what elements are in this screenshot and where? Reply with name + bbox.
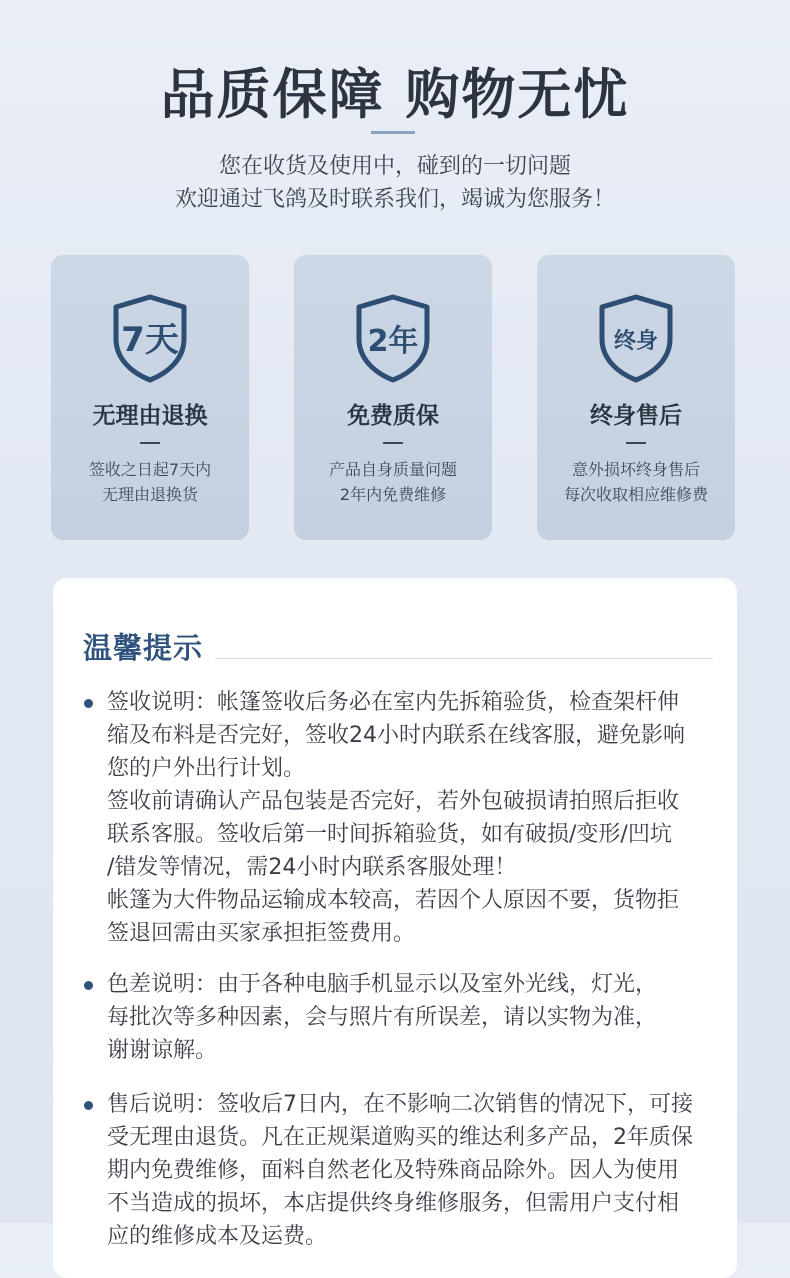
tip-after-sales: [107, 1088, 717, 1253]
tip-line: /错发等情况，需24小时内联系客服处理！: [107, 855, 517, 880]
tip-line: 帐篷为大件物品运输成本较高，若因个人原因不要，货物拒: [107, 888, 680, 913]
card-lifetime-service: [537, 255, 735, 540]
badge-text: 终身: [613, 329, 659, 354]
tip-line: 签退回需由买家承担拒签费用。: [107, 921, 416, 946]
card-title: 无理由退换: [92, 403, 208, 429]
tip-line: 联系客服。签收后第一时间拆箱验货，如有破损/变形/凹坑: [107, 822, 672, 847]
tip-line: 应的维修成本及运费。: [107, 1224, 328, 1249]
card-2-year-warranty: [294, 255, 492, 540]
tip-color-difference: [107, 968, 717, 1067]
shield-lifetime-icon: [596, 293, 676, 383]
card-divider: [626, 442, 646, 444]
tip-line: 签收前请确认产品包装是否完好，若外包破损请拍照后拒收: [107, 789, 680, 814]
tip-line: 色差说明：由于各种电脑手机显示以及室外光线，灯光，: [107, 972, 658, 997]
intro-text: [0, 150, 790, 216]
title-underline: [371, 131, 415, 134]
intro-line-2: 欢迎通过飞鸽及时联系我们，竭诚为您服务！: [174, 187, 615, 212]
card-divider: [383, 442, 403, 444]
card-title: 免费质保: [347, 403, 439, 429]
tip-line: 谢谢谅解。: [107, 1038, 218, 1063]
card-desc-line: 意外损坏终身售后: [571, 460, 700, 479]
tip-line: 受无理由退货。凡在正规渠道购买的维达利多产品，2年质保: [107, 1125, 693, 1150]
shield-7-days-icon: [110, 293, 190, 383]
tip-line: 签收说明：帐篷签收后务必在室内先拆箱验货，检查架杆伸: [107, 690, 680, 715]
card-description: [51, 457, 249, 507]
tip-line: 每批次等多种因素，会与照片有所误差，请以实物为准，: [107, 1005, 658, 1030]
card-desc-line: 2年内免费维修: [339, 485, 447, 504]
card-desc-line: 无理由退换货: [101, 485, 198, 504]
bullet-icon: [84, 1101, 93, 1110]
card-desc-line: 产品自身质量问题: [328, 460, 457, 479]
tips-title-rule: [215, 658, 713, 659]
tips-title: 温馨提示: [83, 631, 204, 665]
tip-line: 缩及布料是否完好，签收24小时内联系在线客服，避免影响: [107, 723, 685, 748]
badge-number: 7天: [121, 320, 179, 360]
bullet-icon: [84, 981, 93, 990]
bullet-icon: [84, 699, 93, 708]
intro-line-1: 您在收货及使用中，碰到的一切问题: [218, 154, 571, 179]
page-title: 品质保障 购物无忧: [160, 63, 630, 126]
tip-signing: [107, 686, 717, 950]
card-desc-line: 每次收取相应维修费: [563, 485, 708, 504]
card-description: [294, 457, 492, 507]
shield-2-years-icon: [353, 293, 433, 383]
tip-line: 您的户外出行计划。: [107, 756, 306, 781]
svg-text:7天: [121, 320, 179, 360]
tip-line: 售后说明：签收后7日内，在不影响二次销售的情况下，可接: [107, 1092, 693, 1117]
badge-number: 2年: [367, 324, 419, 359]
card-divider: [140, 442, 160, 444]
tip-line: 期内免费维修，面料自然老化及特殊商品除外。因人为使用: [107, 1158, 680, 1183]
svg-text:2年: [368, 324, 419, 359]
card-7-day-return: [51, 255, 249, 540]
card-desc-line: 签收之日起7天内: [88, 460, 212, 479]
tip-line: 不当造成的损坏，本店提供终身维修服务，但需用户支付相: [107, 1191, 680, 1216]
card-description: [537, 457, 735, 507]
card-title: 终身售后: [590, 403, 682, 429]
tips-panel: [53, 578, 737, 1278]
